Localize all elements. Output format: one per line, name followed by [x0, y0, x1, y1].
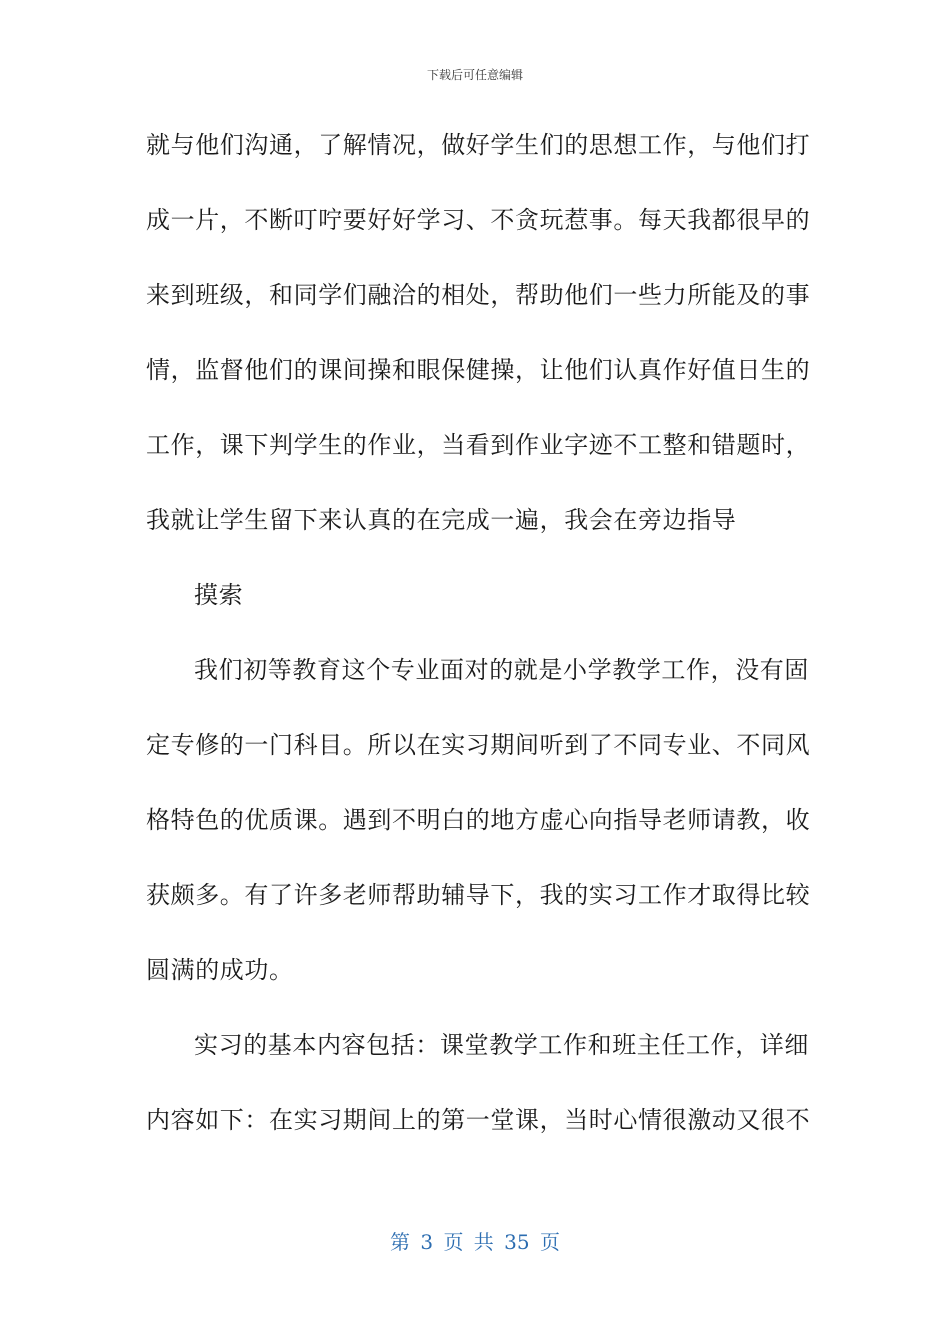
section-heading: 摸索 — [194, 581, 244, 609]
text-line-8: 我们初等教育这个专业面对的就是小学教学工作，没有固 — [194, 656, 809, 684]
text-line-4: 情，监督他们的课间操和眼保健操，让他们认真作好值日生的 — [146, 356, 811, 384]
text-line-2: 成一片，不断叮咛要好好学习、不贪玩惹事。每天我都很早的 — [146, 206, 811, 234]
text-line-13: 实习的基本内容包括：课堂教学工作和班主任工作，详细 — [194, 1031, 809, 1059]
text-line-11: 获颇多。有了许多老师帮助辅导下，我的实习工作才取得比较 — [146, 881, 811, 909]
page-number: 第 3 页 共 35 页 — [390, 1230, 560, 1254]
header-note: 下载后可任意编辑 — [426, 68, 523, 82]
text-line-9: 定专修的一门科目。所以在实习期间听到了不同专业、不同风 — [146, 731, 811, 759]
text-line-1: 就与他们沟通，了解情况，做好学生们的思想工作，与他们打 — [146, 131, 811, 159]
text-line-10: 格特色的优质课。遇到不明白的地方虚心向指导老师请教，收 — [146, 806, 811, 834]
text-line-6: 我就让学生留下来认真的在完成一遍，我会在旁边指导 — [146, 506, 737, 534]
text-line-14: 内容如下：在实习期间上的第一堂课，当时心情很激动又很不 — [146, 1106, 811, 1134]
text-line-5: 工作，课下判学生的作业，当看到作业字迹不工整和错题时， — [146, 431, 811, 459]
text-line-3: 来到班级，和同学们融洽的相处，帮助他们一些力所能及的事 — [146, 281, 811, 309]
text-line-12: 圆满的成功。 — [146, 956, 294, 984]
